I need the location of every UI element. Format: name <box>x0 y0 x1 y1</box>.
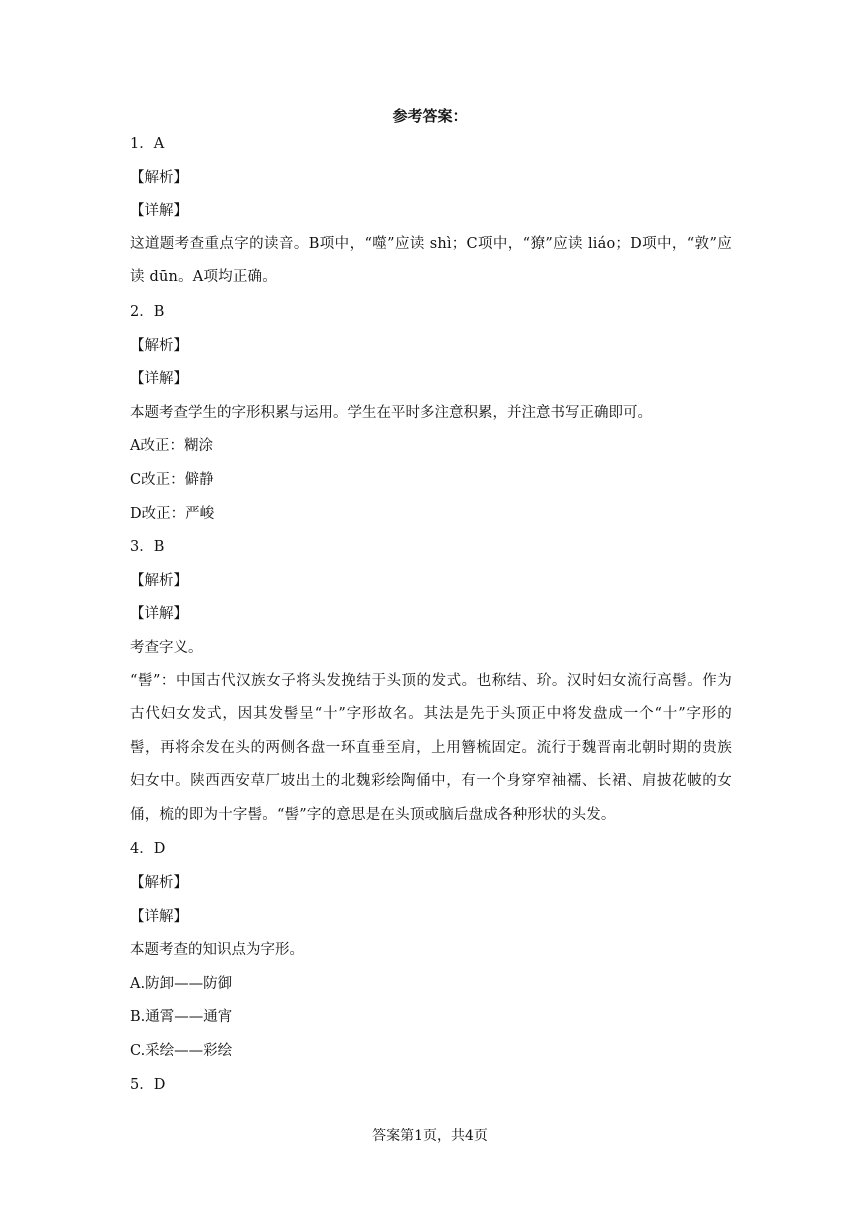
page-title: 参考答案： <box>392 107 468 125</box>
detail-label: 【详解】 <box>130 606 188 623</box>
detail-label: 【详解】 <box>130 371 188 388</box>
detail-paragraph: “髻”：中国古代汉族女子将头发挽结于头顶的发式。也称结、玠。汉时妇女流行高髻。作为古代妇女发式，因其发髻呈“十”字形故名。其法是先于头顶正中将发盘成一个“十”字形的髻，再将余发在头的两侧各盘一环直垂至肩，上用簪梳固定。流行于魏晋南北朝时期的贵族妇女中。陕西西安草厂坡出土的北魏彩绘陶俑中，有一个身穿窄袖襦、长裙、肩披花帔的女俑，梳的即为十字髻。“髻”字的意思是在头顶或脑后盘成各种形状的头发。 <box>130 672 732 823</box>
detail-label: 【详解】 <box>130 908 188 925</box>
detail-text: 考查字义。 <box>130 639 203 656</box>
detail-text: 本题考查学生的字形积累与运用。学生在平时多注意积累，并注意书写正确即可。 <box>130 404 652 421</box>
correction-line: A.防卸——防御 <box>130 975 233 992</box>
answer-number: 1．A <box>130 136 165 152</box>
correction-line: D改正：严峻 <box>130 505 215 522</box>
detail-text: 本题考查的知识点为字形。 <box>130 942 304 959</box>
analysis-label: 【解析】 <box>130 875 188 892</box>
page-footer: 答案第1页，共4页 <box>372 1128 488 1144</box>
answer-number: 3．B <box>130 539 165 556</box>
answer-number: 4．D <box>130 841 166 858</box>
answer-content <box>130 134 732 1108</box>
correction-line: C.采绘——彩绘 <box>130 1043 233 1060</box>
analysis-label: 【解析】 <box>130 572 188 589</box>
correction-line: B.通霄——通宵 <box>130 1009 233 1026</box>
analysis-label: 【解析】 <box>130 169 188 186</box>
correction-line: C改正：僻静 <box>130 471 214 488</box>
correction-line: A改正：糊涂 <box>130 438 213 455</box>
detail-text: 这道题考查重点字的读音。B项中，“噬”应读 shì；C项中，“獠”应读 liáo；D项中，“敦”应读 dūn。A项均正确。 <box>130 235 732 286</box>
answer-number: 2．B <box>130 303 165 320</box>
answer-number: 5．D <box>130 1076 166 1093</box>
analysis-label: 【解析】 <box>130 337 188 354</box>
detail-label: 【详解】 <box>130 203 188 220</box>
